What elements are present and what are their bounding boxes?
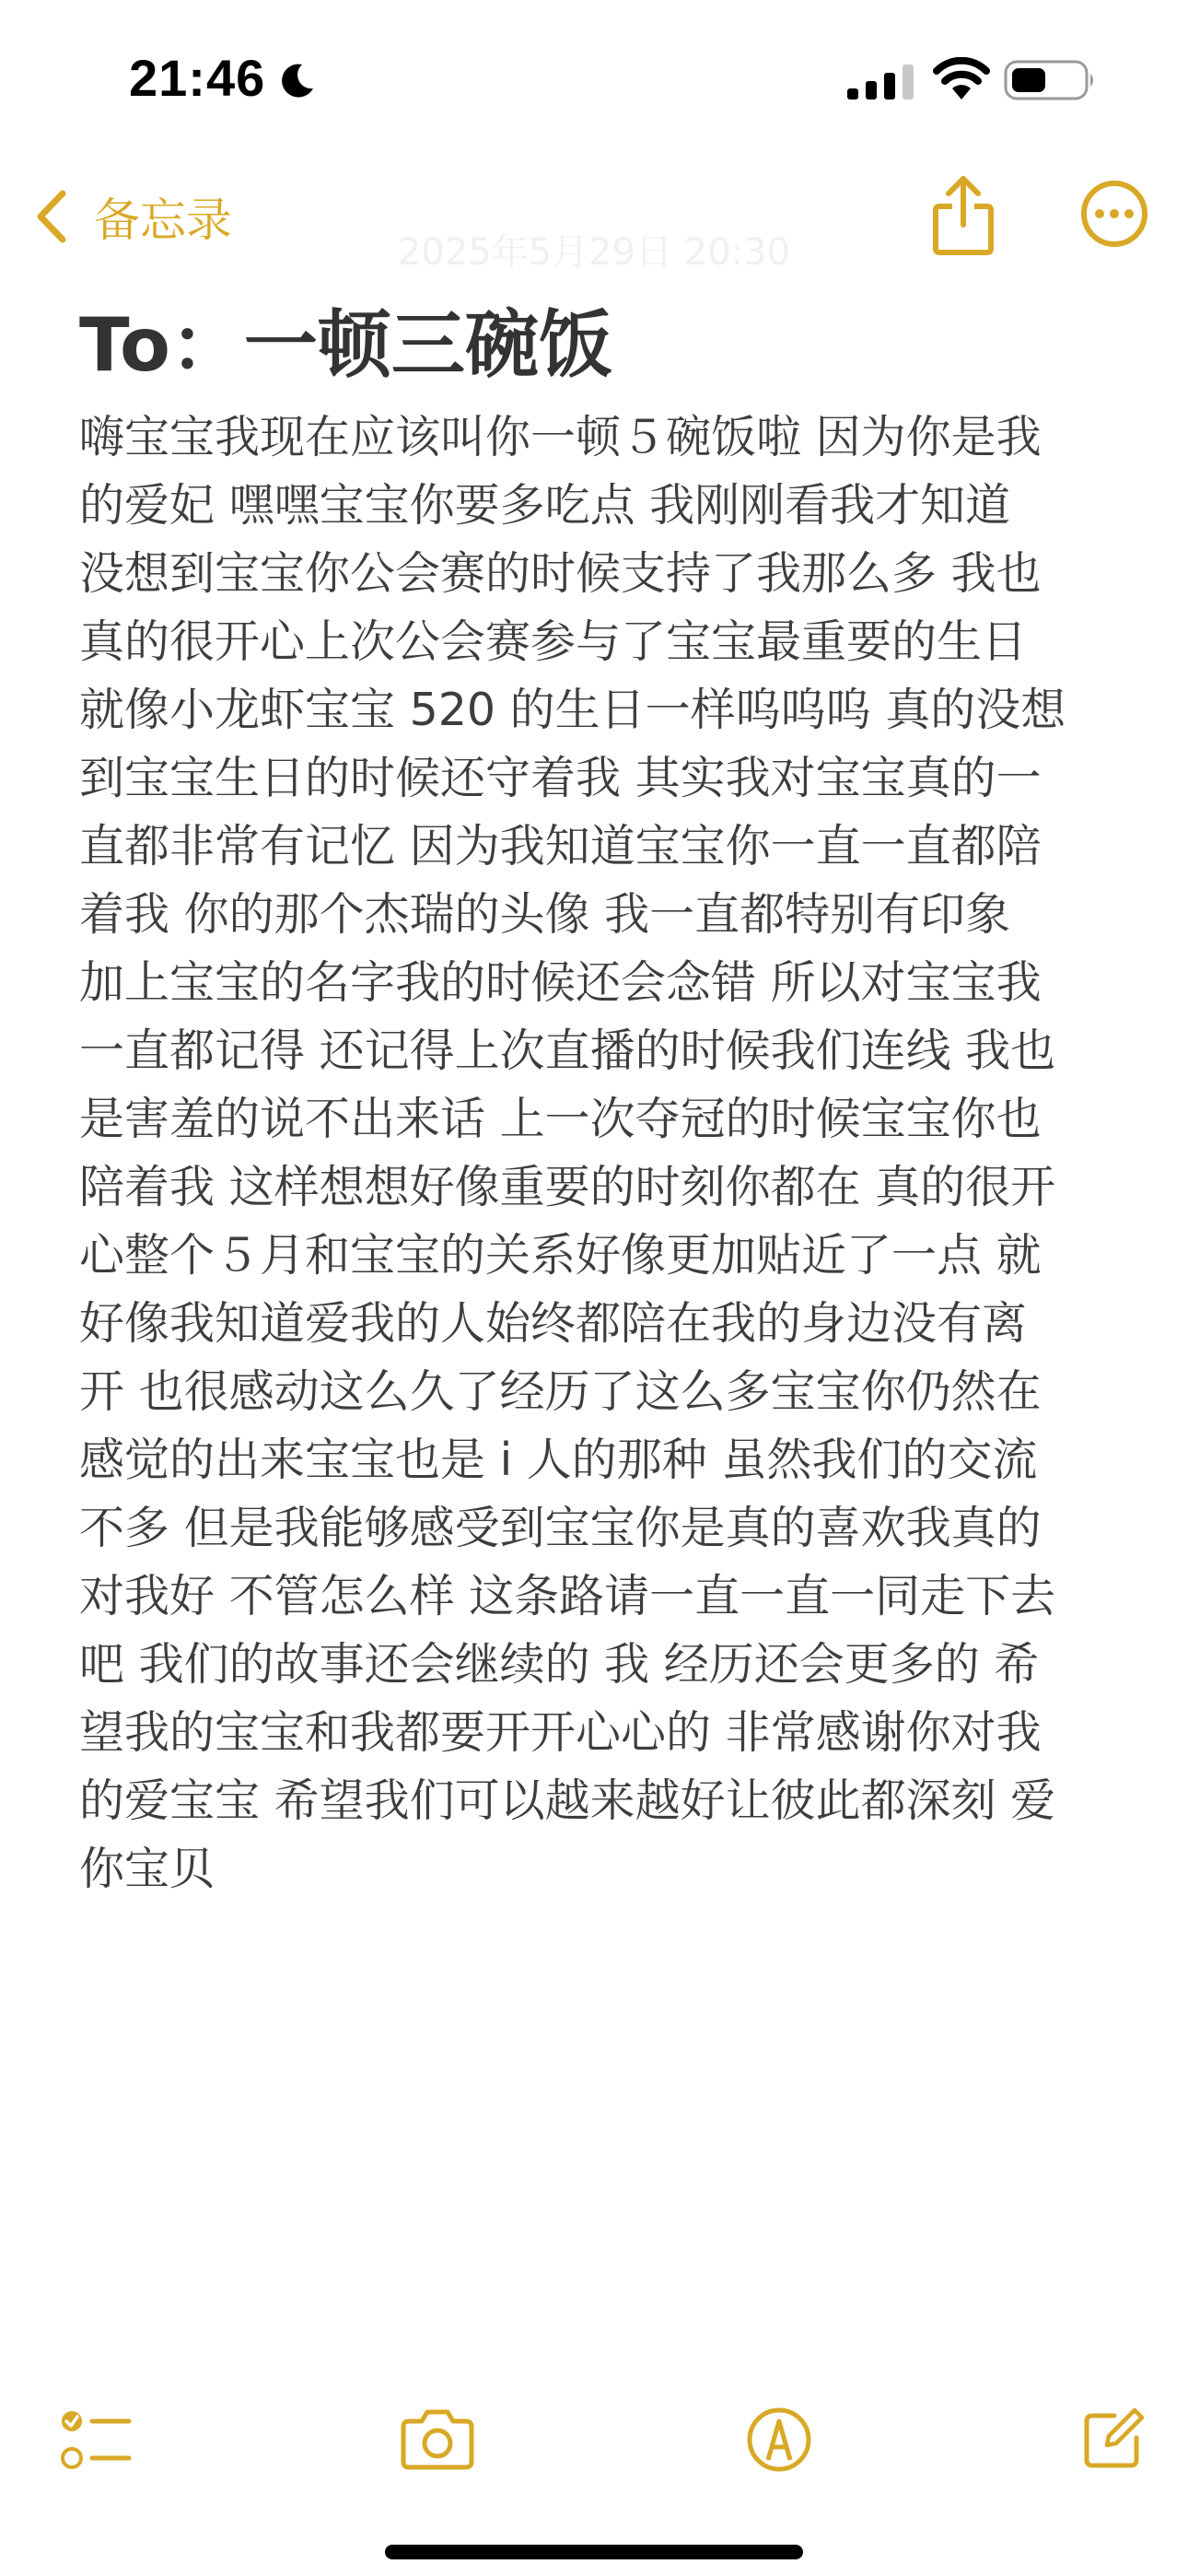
note-line: 吧 我们的故事还会继续的 我 经历还会更多的 希	[79, 1638, 1040, 1691]
note-line: 没想到宝宝你公会赛的时候支持了我那么多 我也	[79, 547, 1042, 600]
note-line: 加上宝宝的名字我的时候还会念错 所以对宝宝我	[79, 956, 1042, 1009]
battery-icon	[1004, 59, 1098, 101]
cellular-signal-icon	[847, 63, 919, 100]
status-bar	[0, 0, 1188, 157]
note-line: 一直都记得 还记得上次直播的时候我们连线 我也	[79, 1025, 1056, 1077]
moon-icon	[276, 61, 317, 101]
note-line: 不多 但是我能够感受到宝宝你是真的喜欢我真的	[79, 1502, 1042, 1554]
note-line: 就像小龙虾宝宝 520 的生日一样呜呜呜 真的没想	[79, 684, 1066, 736]
camera-icon	[400, 2406, 475, 2471]
wifi-icon	[932, 57, 991, 101]
note-line: 陪着我 这样想想好像重要的时刻你都在 真的很开	[79, 1161, 1056, 1213]
status-time: 21:46	[129, 49, 266, 107]
note-line: 好像我知道爱我的人始终都陪在我的身边没有离	[79, 1297, 1028, 1350]
note-title[interactable]: To：一顿三碗饭	[79, 302, 612, 388]
markup-button[interactable]	[746, 2406, 812, 2473]
bottom-toolbar	[0, 2395, 1188, 2497]
compose-icon	[1079, 2406, 1146, 2473]
note-body[interactable]	[79, 404, 1120, 1903]
note-line: 着我 你的那个杰瑞的头像 我一直都特别有印象	[79, 888, 1011, 941]
note-line: 你宝贝	[79, 1843, 215, 1895]
note-line: 的爱妃 嘿嘿宝宝你要多吃点 我刚刚看我才知道	[79, 479, 1011, 532]
markup-pen-icon	[746, 2406, 812, 2473]
note-line: 直都非常有记忆 因为我知道宝宝你一直一直都陪	[79, 820, 1042, 872]
back-label: 备忘录	[94, 193, 232, 247]
note-line: 对我好 不管怎么样 这条路请一直一直一同走下去	[79, 1570, 1056, 1622]
note-line: 嗨宝宝我现在应该叫你一顿５碗饭啦 因为你是我	[79, 411, 1042, 463]
note-line: 的爱宝宝 希望我们可以越来越好让彼此都深刻 爱	[79, 1774, 1056, 1827]
note-line: 真的很开心上次公会赛参与了宝宝最重要的生日	[79, 615, 1028, 668]
camera-button[interactable]	[400, 2406, 475, 2471]
note-line: 开 也很感动这么久了经历了这么多宝宝你仍然在	[79, 1365, 1042, 1418]
note-line: 望我的宝宝和我都要开开心心的 非常感谢你对我	[79, 1706, 1042, 1759]
note-date: 2025年5月29日 20:30	[397, 231, 791, 274]
note-line: 到宝宝生日的时候还守着我 其实我对宝宝真的一	[79, 752, 1042, 804]
note-line: 心整个５月和宝宝的关系好像更加贴近了一点 就	[79, 1229, 1042, 1282]
note-line: 感觉的出来宝宝也是 i 人的那种 虽然我们的交流	[79, 1434, 1038, 1486]
compose-button[interactable]	[1079, 2406, 1146, 2473]
note-line: 是害羞的说不出来话 上一次夺冠的时候宝宝你也	[79, 1093, 1042, 1145]
home-indicator[interactable]	[385, 2545, 803, 2559]
checklist-icon	[61, 2406, 133, 2475]
checklist-button[interactable]	[61, 2406, 133, 2475]
